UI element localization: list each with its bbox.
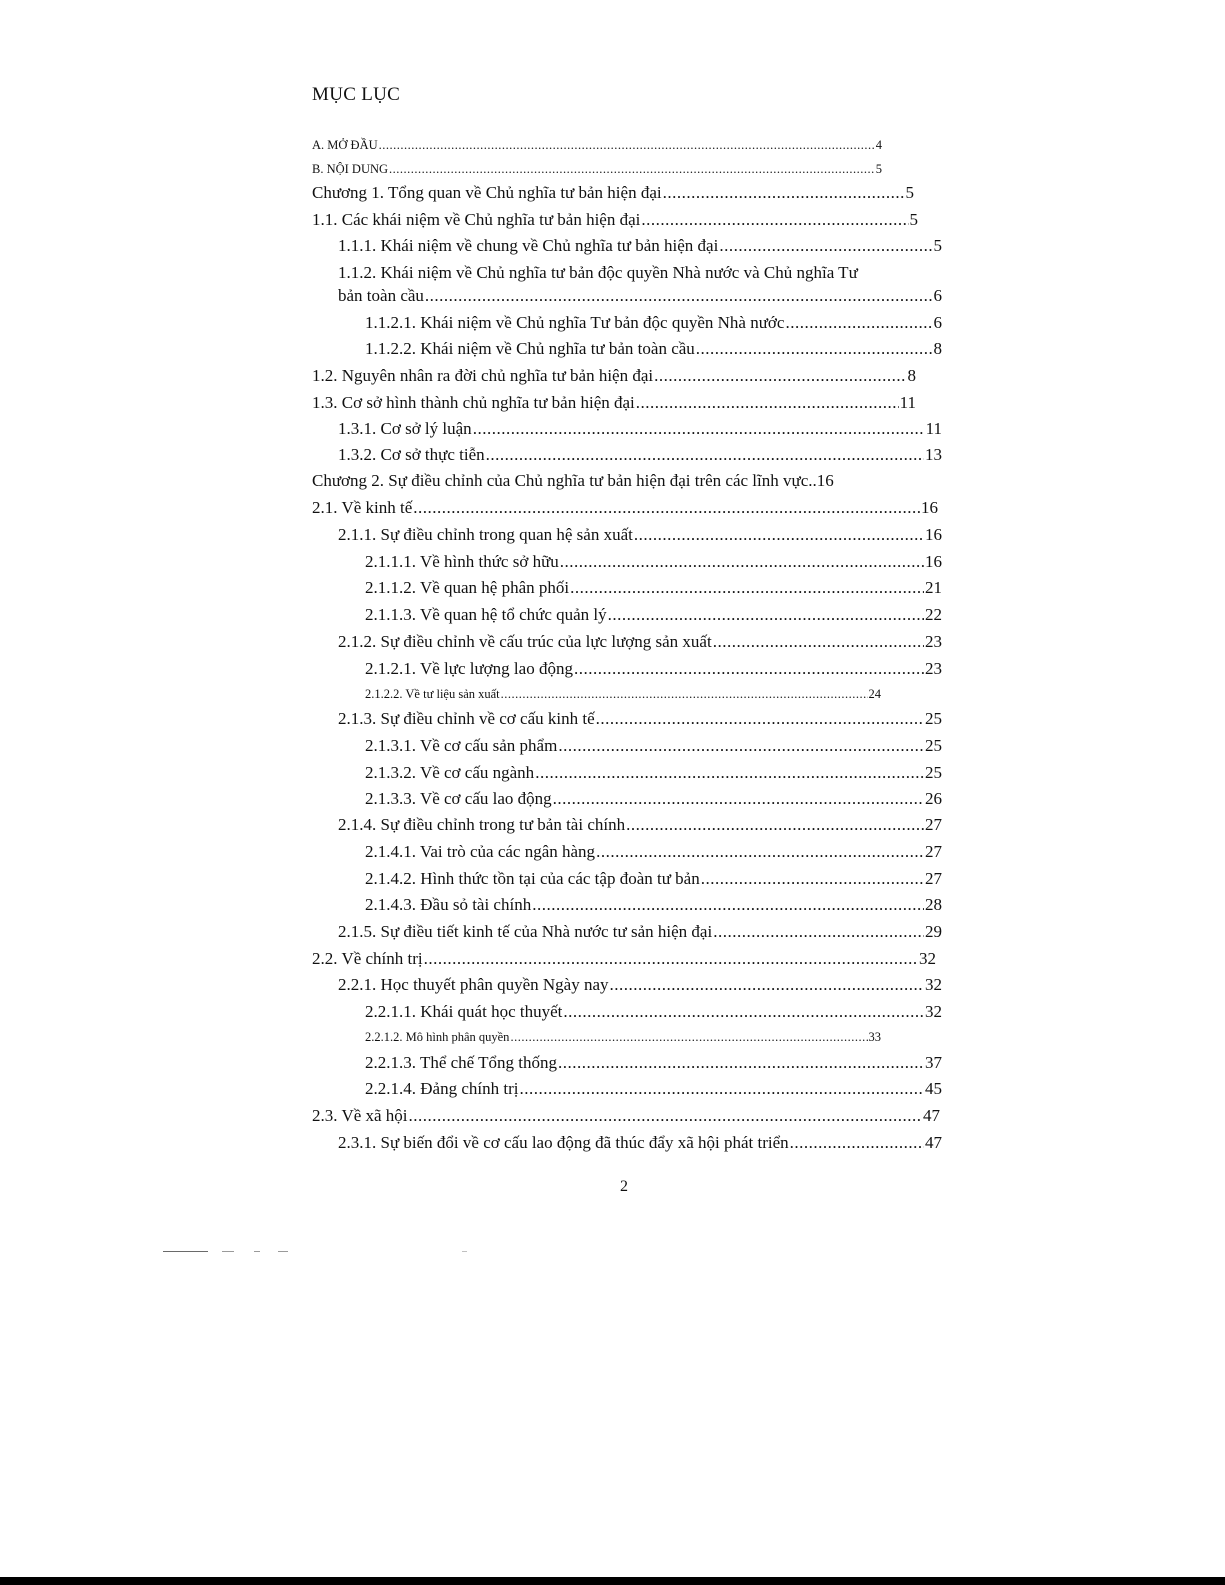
- toc-entry-label: 2.2. Về chính trị: [312, 949, 423, 968]
- toc-entry-page: 21: [925, 578, 942, 597]
- toc-entry-page: 16: [921, 498, 938, 517]
- toc-entry-label: 2.1.5. Sự điều tiết kinh tế của Nhà nước tư sản hiện đại: [338, 922, 713, 941]
- toc-entry-label: 1.1.2.1. Khái niệm về Chủ nghĩa Tư bản độc quyền Nhà nước: [365, 313, 785, 332]
- dot-leader: [608, 605, 924, 625]
- toc-entry: [338, 236, 942, 256]
- toc-entry: [365, 313, 942, 333]
- toc-entry-page: 5: [933, 236, 942, 255]
- toc-entry-page: 23: [925, 659, 942, 678]
- toc-entry-page: 25: [925, 736, 942, 755]
- toc-entry-page: 8: [933, 339, 942, 358]
- toc-entry-label: 1.1.2.2. Khái niệm về Chủ nghĩa tư bản toàn cầu: [365, 339, 695, 358]
- toc-entry-page: 5: [905, 183, 914, 202]
- dot-leader: [486, 445, 924, 465]
- toc-entry: [312, 366, 916, 386]
- toc-entry: [312, 138, 882, 152]
- toc-entry: [338, 709, 942, 729]
- toc-entry-page: 4: [875, 138, 882, 152]
- toc-entry: [365, 1079, 942, 1099]
- toc-entry: [312, 162, 882, 176]
- toc-entry-page: 29: [925, 922, 942, 941]
- dot-leader: [535, 763, 924, 783]
- toc-entry-page: 11: [899, 393, 916, 412]
- toc-entry-label: 2.1.2.2. Về tư liệu sản xuất: [365, 687, 500, 701]
- toc-entry-label: 2.1.2. Sự điều chỉnh về cấu trúc của lực lượng sản xuất: [338, 632, 712, 651]
- toc-entry-label: B. NỘI DUNG: [312, 162, 389, 176]
- dot-leader: [424, 949, 918, 969]
- toc-entry-label: 2.1.4.1. Vai trò của các ngân hàng: [365, 842, 596, 861]
- toc-entry-page: 32: [919, 949, 936, 968]
- dot-leader: [409, 1106, 922, 1126]
- toc-entry-page: 47: [923, 1106, 940, 1125]
- toc-entry-page: 25: [925, 709, 942, 728]
- toc-entry: [365, 687, 881, 701]
- toc-entry: [365, 763, 942, 783]
- toc-entry: [365, 1002, 942, 1022]
- dot-leader: [558, 736, 924, 756]
- toc-entry: [312, 949, 936, 969]
- toc-entry: [365, 869, 942, 889]
- toc-entry-page: 16: [925, 525, 942, 544]
- scan-bottom-edge: [0, 1577, 1225, 1585]
- dot-leader: [570, 578, 924, 598]
- dot-leader: [719, 236, 932, 256]
- dot-leader: [634, 525, 924, 545]
- toc-entry-label: 2.1.2.1. Về lực lượng lao động: [365, 659, 573, 678]
- dot-leader: [785, 313, 932, 333]
- dot-leader: [560, 552, 924, 572]
- dot-leader: [558, 1053, 924, 1073]
- toc-entry-page: 5: [909, 210, 918, 229]
- toc-entry: [365, 578, 942, 598]
- dot-leader: [790, 1133, 924, 1153]
- toc-entry-label: Chương 1. Tổng quan về Chủ nghĩa tư bản hiện đại: [312, 183, 662, 202]
- dot-leader: [379, 138, 875, 152]
- toc-entry: [338, 286, 942, 306]
- toc-entry-label: 2.1.4.3. Đầu sỏ tài chính: [365, 895, 532, 914]
- toc-entry: [312, 393, 916, 413]
- toc-entry: [365, 842, 942, 862]
- toc-entry-page: 32: [925, 975, 942, 994]
- toc-entry-label: 2.2.1.3. Thể chế Tổng thống: [365, 1053, 558, 1072]
- toc-entry: [365, 1053, 942, 1073]
- toc-entry-page: 24: [868, 687, 881, 701]
- dot-leader: [519, 1079, 924, 1099]
- toc-entry-label: 2.1.3. Sự điều chỉnh về cơ cấu kinh tế: [338, 709, 595, 728]
- toc-entry-page: 27: [925, 815, 942, 834]
- dot-leader: [553, 789, 924, 809]
- toc-entry-label: 2.2.1.2. Mô hình phân quyền: [365, 1030, 510, 1044]
- toc-entry-page: 26: [925, 789, 942, 808]
- dot-leader: [663, 183, 905, 203]
- scan-artifact-line: [254, 1251, 260, 1252]
- toc-entry: [365, 736, 942, 756]
- toc-entry-label: 2.1.1.2. Về quan hệ phân phối: [365, 578, 570, 597]
- page-title: MỤC LỤC: [312, 84, 401, 105]
- toc-entry-label: 1.1. Các khái niệm về Chủ nghĩa tư bản hiện đại: [312, 210, 641, 229]
- dot-leader: [626, 815, 924, 835]
- toc-entry-page: 16: [925, 552, 942, 571]
- toc-entry-page: 37: [925, 1053, 942, 1072]
- toc-entry-page: 33: [868, 1030, 881, 1044]
- toc-entry-label: 2.3. Về xã hội: [312, 1106, 408, 1125]
- toc-entry-page: 27: [925, 869, 942, 888]
- toc-entry-label: 1.1.1. Khái niệm về chung về Chủ nghĩa tư bản hiện đại: [338, 236, 719, 255]
- toc-entry: [338, 632, 942, 652]
- toc-entry-page: 6: [933, 286, 942, 305]
- toc-entry-label: 1.3.1. Cơ sở lý luận: [338, 419, 472, 438]
- toc-entry: [338, 815, 942, 835]
- toc-entry-label: 2.3.1. Sự biến đổi về cơ cấu lao động đã thúc đẩy xã hội phát triển: [338, 1133, 789, 1152]
- toc-entry-label: A. MỞ ĐẦU: [312, 138, 378, 152]
- scan-artifact-line: [163, 1251, 208, 1252]
- toc-entry-page: 8: [907, 366, 916, 385]
- toc-entry-label: 1.3. Cơ sở hình thành chủ nghĩa tư bản hiện đại: [312, 393, 635, 412]
- dot-leader: [610, 975, 924, 995]
- toc-entry: [338, 445, 942, 465]
- toc-entry-label: 2.1.3.1. Về cơ cấu sản phẩm: [365, 736, 558, 755]
- toc-entry: [338, 419, 942, 439]
- toc-entry: [312, 498, 938, 518]
- toc-entry: [365, 1030, 881, 1044]
- dot-leader: [596, 709, 924, 729]
- toc-entry-label: 1.3.2. Cơ sở thực tiễn: [338, 445, 485, 464]
- dot-leader: [596, 842, 924, 862]
- toc-entry-label: Chương 2. Sự điều chỉnh của Chủ nghĩa tư bản hiện đại trên các lĩnh vực..16: [312, 471, 834, 490]
- dot-leader: [713, 922, 924, 942]
- toc-entry-page: 32: [925, 1002, 942, 1021]
- toc-entry-label: 2.1.4.2. Hình thức tồn tại của các tập đoàn tư bản: [365, 869, 700, 888]
- dot-leader: [473, 419, 925, 439]
- toc-entry-page: 28: [925, 895, 942, 914]
- dot-leader: [654, 366, 906, 386]
- toc-entry: [365, 789, 942, 809]
- dot-leader: [713, 632, 924, 652]
- dot-leader: [501, 687, 868, 701]
- dot-leader: [636, 393, 899, 413]
- toc-entry-page: 23: [925, 632, 942, 651]
- page-number: 2: [620, 1178, 628, 1195]
- dot-leader: [563, 1002, 924, 1022]
- toc-entry-page: 22: [925, 605, 942, 624]
- scan-artifact-line: [462, 1251, 467, 1252]
- toc-entry: [365, 895, 942, 915]
- scan-artifact-line: [222, 1251, 234, 1252]
- toc-entry: [365, 339, 942, 359]
- dot-leader: [425, 286, 933, 306]
- dot-leader: [510, 1030, 867, 1044]
- toc-entry: [365, 605, 942, 625]
- dot-leader: [574, 659, 924, 679]
- toc-entry-label: 2.2.1.1. Khái quát học thuyết: [365, 1002, 563, 1021]
- dot-leader: [696, 339, 933, 359]
- toc-entry-label: 2.1.3.2. Về cơ cấu ngành: [365, 763, 535, 782]
- toc-entry-page: 11: [925, 419, 942, 438]
- toc-entry-label: 2.1.1.1. Về hình thức sở hữu: [365, 552, 559, 571]
- toc-entry: [338, 922, 942, 942]
- scan-artifact-line: [278, 1251, 288, 1252]
- toc-entry: [312, 183, 914, 203]
- toc-entry-label: 2.1.3.3. Về cơ cấu lao động: [365, 789, 552, 808]
- toc-entry: [312, 1106, 940, 1126]
- toc-entry-page: 47: [925, 1133, 942, 1152]
- toc-entry-page: 25: [925, 763, 942, 782]
- toc-entry-label: 2.1. Về kinh tế: [312, 498, 413, 517]
- toc-entry-label: bản toàn cầu: [338, 286, 424, 305]
- toc-entry-page: 45: [925, 1079, 942, 1098]
- toc-entry-label: 2.2.1. Học thuyết phân quyền Ngày nay: [338, 975, 609, 994]
- toc-entry-label: 2.1.1. Sự điều chỉnh trong quan hệ sản xuất: [338, 525, 633, 544]
- toc-entry-page: 27: [925, 842, 942, 861]
- toc-entry-label-line1: 1.1.2. Khái niệm về Chủ nghĩa tư bản độc quyền Nhà nước và Chủ nghĩa Tư: [338, 263, 858, 282]
- toc-entry-label: 2.2.1.4. Đảng chính trị: [365, 1079, 519, 1098]
- dot-leader: [701, 869, 924, 889]
- toc-entry: [338, 1133, 942, 1153]
- toc-entry: [338, 525, 942, 545]
- toc-entry: [365, 659, 942, 679]
- toc-entry-label: 2.1.1.3. Về quan hệ tổ chức quản lý: [365, 605, 607, 624]
- toc-entry-page: 13: [925, 445, 942, 464]
- dot-leader: [641, 210, 908, 230]
- toc-entry-page: 5: [875, 162, 882, 176]
- toc-entry-label: 2.1.4. Sự điều chỉnh trong tư bản tài chính: [338, 815, 626, 834]
- toc-entry-page: 6: [933, 313, 942, 332]
- dot-leader: [389, 162, 875, 176]
- toc-entry-label: 1.2. Nguyên nhân ra đời chủ nghĩa tư bản hiện đại: [312, 366, 654, 385]
- dot-leader: [532, 895, 924, 915]
- toc-entry: [365, 552, 942, 572]
- toc-entry: [312, 210, 918, 230]
- toc-entry: [338, 975, 942, 995]
- dot-leader: [413, 498, 920, 518]
